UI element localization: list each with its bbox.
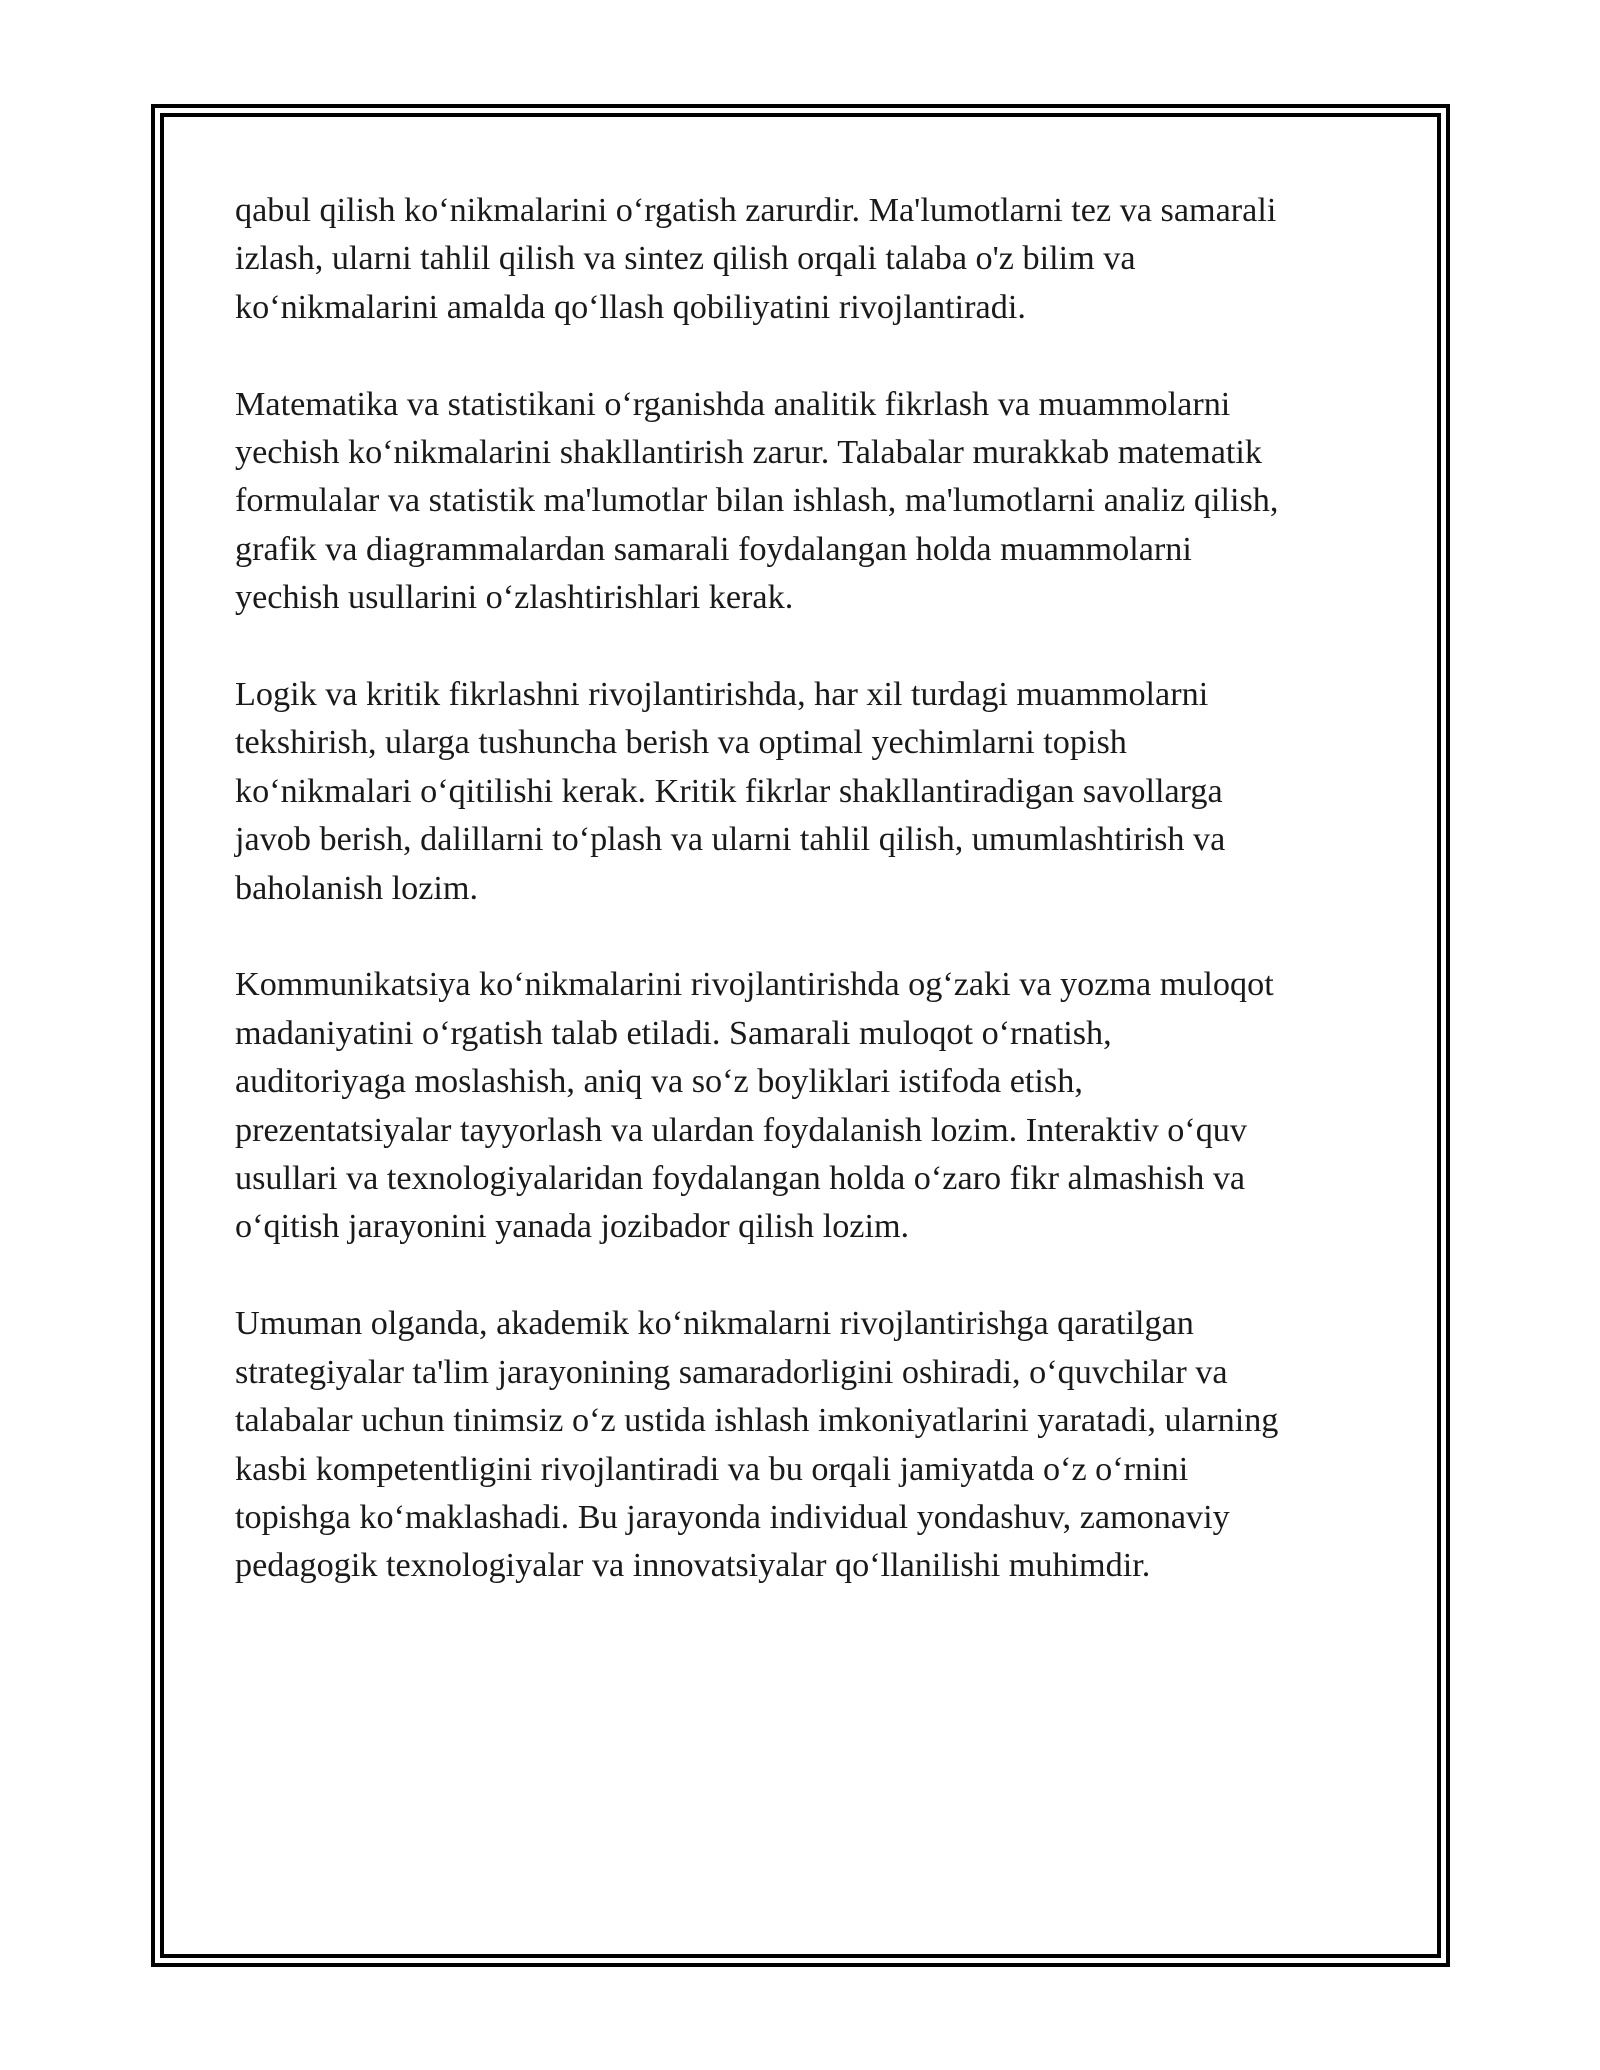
text-line: talabalar uchun tinimsiz o‘z ustida ishlash imkoniyatlarini yaratadi, ularning <box>235 1402 1279 1440</box>
text-line: Umuman olganda, akademik ko‘nikmalarni rivojlantirishga qaratilgan <box>235 1305 1194 1343</box>
text-line: javob berish, dalillarni to‘plash va ularni tahlil qilish, umumlashtirish va <box>235 821 1226 859</box>
text-line: ko‘nikmalari o‘qitilishi kerak. Kritik fikrlar shakllantiradigan savollarga <box>235 772 1223 810</box>
text-line: tekshirish, ularga tushuncha berish va optimal yechimlarni topish <box>235 724 1127 762</box>
document-body <box>235 187 1370 1639</box>
paragraph-5 <box>235 1300 1370 1590</box>
text-line: yechish usullarini o‘zlashtirishlari kerak. <box>235 579 794 617</box>
paragraph-3 <box>235 671 1370 913</box>
text-line: pedagogik texnologiyalar va innovatsiyalar qo‘llanilishi muhimdir. <box>235 1547 1151 1585</box>
paragraph-1 <box>235 187 1370 332</box>
paragraph-4 <box>235 961 1370 1251</box>
text-line: auditoriyaga moslashish, aniq va so‘z boyliklari istifoda etish, <box>235 1063 1083 1101</box>
text-line: grafik va diagrammalardan samarali foydalangan holda muammolarni <box>235 530 1192 568</box>
text-line: qabul qilish ko‘nikmalarini o‘rgatish zarurdir. Ma'lumotlarni tez va samarali <box>235 192 1277 229</box>
text-line: Logik va kritik fikrlashni rivojlantirishda, har xil turdagi muammolarni <box>235 676 1209 714</box>
text-line: formulalar va statistik ma'lumotlar bilan ishlash, ma'lumotlarni analiz qilish, <box>235 482 1279 520</box>
text-line: Kommunikatsiya ko‘nikmalarini rivojlantirishda og‘zaki va yozma muloqot <box>235 966 1274 1004</box>
text-line: ko‘nikmalarini amalda qo‘llash qobiliyatini rivojlantiradi. <box>235 288 1026 326</box>
text-line: yechish ko‘nikmalarini shakllantirish zarur. Talabalar murakkab matematik <box>235 434 1263 472</box>
paragraph-2 <box>235 381 1370 623</box>
text-line: baholanish lozim. <box>235 869 479 907</box>
text-line: usullari va texnologiyalaridan foydalangan holda o‘zaro fikr almashish va <box>235 1160 1246 1198</box>
text-line: Matematika va statistikani o‘rganishda analitik fikrlash va muammolarni <box>235 385 1231 423</box>
text-line: topishga ko‘maklashadi. Bu jarayonda individual yondashuv, zamonaviy <box>235 1498 1230 1536</box>
text-line: izlash, ularni tahlil qilish va sintez qilish orqali talaba o'z bilim va <box>235 240 1136 278</box>
text-line: kasbi kompetentligini rivojlantiradi va bu orqali jamiyatda o‘z o‘rnini <box>235 1450 1189 1488</box>
text-line: madaniyatini o‘rgatish talab etiladi. Samarali muloqot o‘rnatish, <box>235 1014 1112 1052</box>
text-line: o‘qitish jarayonini yanada jozibador qilish lozim. <box>235 1208 910 1246</box>
text-line: strategiyalar ta'lim jarayonining samaradorligini oshiradi, o‘quvchilar va <box>235 1353 1228 1391</box>
text-line: prezentatsiyalar tayyorlash va ulardan foydalanish lozim. Interaktiv o‘quv <box>235 1111 1247 1149</box>
